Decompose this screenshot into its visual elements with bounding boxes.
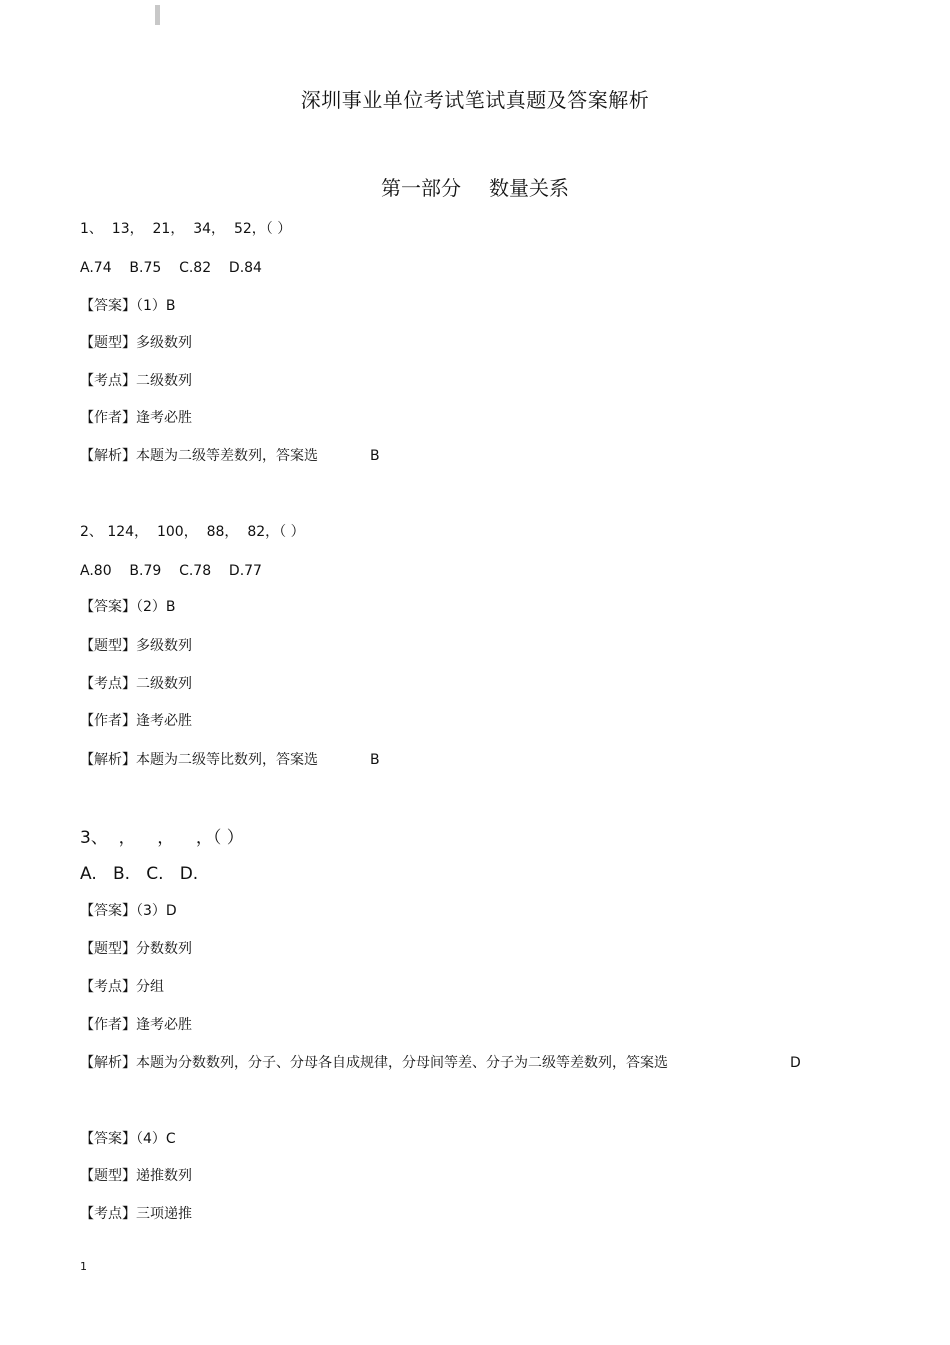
q1-type: 【题型】多级数列	[80, 335, 192, 351]
q4-answer: 【答案】（4）C	[80, 1131, 176, 1147]
document-title: 深圳事业单位考试笔试真题及答案解析	[300, 88, 650, 112]
page-number: 1	[80, 1260, 87, 1273]
q4-point: 【考点】三项递推	[80, 1206, 192, 1222]
q3-stem: 3、 ， ， ，（ ）	[80, 828, 244, 848]
q3-type: 【题型】分数数列	[80, 941, 192, 957]
q3-analysis-answer: D	[790, 1055, 801, 1071]
q2-point: 【考点】二级数列	[80, 676, 192, 692]
q1-author: 【作者】逢考必胜	[80, 410, 192, 426]
q3-point: 【考点】分组	[80, 979, 164, 995]
q1-analysis: 【解析】本题为二级等差数列，答案选	[80, 448, 318, 464]
q2-answer: 【答案】（2）B	[80, 599, 176, 615]
q2-author: 【作者】逢考必胜	[80, 713, 192, 729]
q3-options: A. B. C. D.	[80, 864, 199, 884]
q1-answer: 【答案】（1）B	[80, 298, 176, 314]
q3-analysis: 【解析】本题为分数数列，分子、分母各自成规律，分母间等差、分子为二级等差数列，答案选	[80, 1055, 668, 1071]
q2-stem: 2、 124， 100， 88， 82，（ ）	[80, 524, 305, 540]
q1-stem: 1、 13， 21， 34， 52，（ ）	[80, 221, 292, 237]
q2-type: 【题型】多级数列	[80, 638, 192, 654]
q4-type: 【题型】递推数列	[80, 1168, 192, 1184]
section-name: 数量关系	[489, 176, 569, 200]
scan-mark	[155, 5, 160, 25]
q2-options: A.80 B.79 C.78 D.77	[80, 563, 262, 579]
q2-analysis-answer: B	[370, 752, 380, 768]
section-heading	[0, 172, 950, 201]
q3-author: 【作者】逢考必胜	[80, 1017, 192, 1033]
q1-point: 【考点】二级数列	[80, 373, 192, 389]
section-part: 第一部分	[381, 176, 461, 200]
q3-answer: 【答案】（3）D	[80, 903, 177, 919]
q2-analysis: 【解析】本题为二级等比数列，答案选	[80, 752, 318, 768]
q1-options: A.74 B.75 C.82 D.84	[80, 260, 262, 276]
q1-analysis-answer: B	[370, 448, 380, 464]
